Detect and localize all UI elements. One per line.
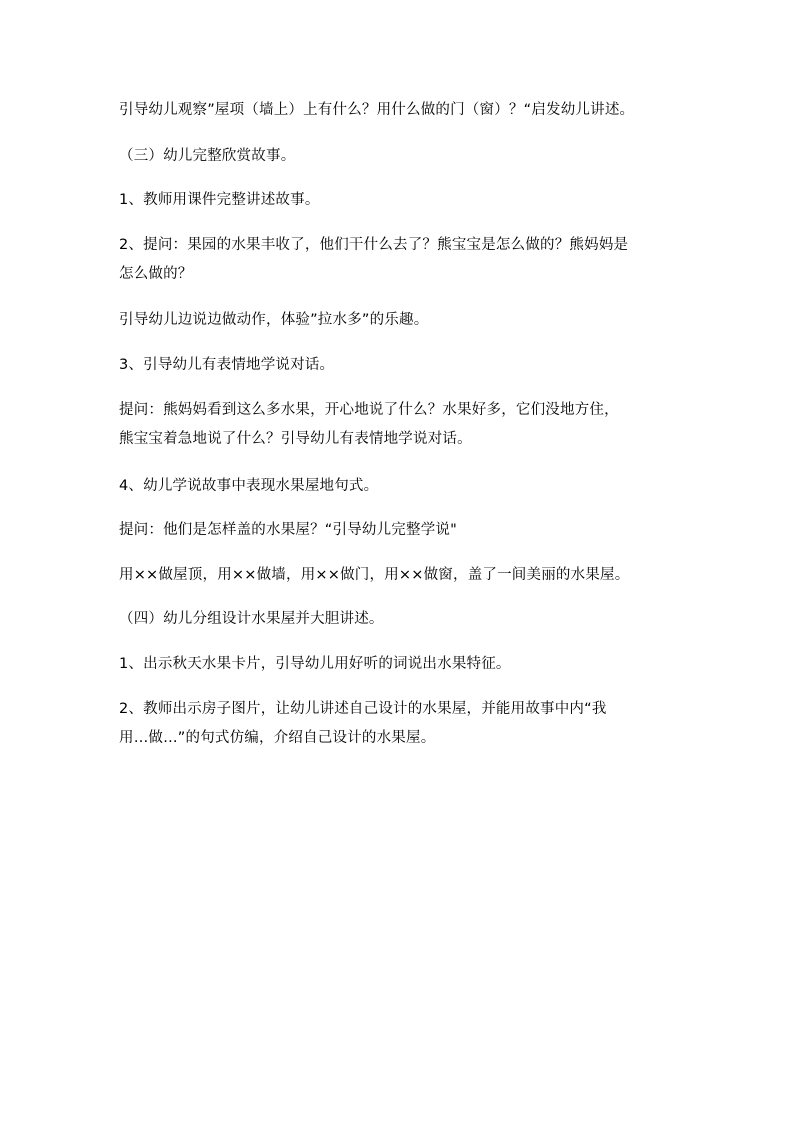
paragraph-step-4: [119, 472, 689, 501]
paragraph-step-1: [119, 186, 689, 215]
text-line: 用××做屋顶，用××做墙，用××做门，用××做窗，盖了一间美丽的水果屋。: [119, 567, 630, 583]
paragraph-step-2: [119, 231, 689, 289]
section-heading-3: [119, 142, 689, 171]
paragraph-question-mother: [119, 396, 689, 454]
paragraph-guide-actions: [119, 306, 689, 335]
section-heading-4: [119, 605, 689, 634]
text-line: 2、教师出示房子图片，让幼儿讲述自己设计的水果屋，并能用故事中内“我: [119, 701, 607, 717]
text-line: 用…做…”的句式仿编，介绍自己设计的水果屋。: [119, 730, 436, 746]
text-line: （三）幼儿完整欣赏故事。: [119, 148, 296, 164]
paragraph-sentence-pattern: [119, 561, 689, 590]
text-line: 1、教师用课件完整讲述故事。: [119, 192, 320, 208]
text-line: 熊宝宝着急地说了什么？引导幼儿有表情地学说对话。: [119, 431, 472, 447]
text-line: 引导幼儿边说边做动作，体验”拉水多”的乐趣。: [119, 312, 429, 328]
text-line: 2、提问：果园的水果丰收了，他们干什么去了？熊宝宝是怎么做的？熊妈妈是: [119, 237, 629, 253]
text-line: 1、出示秋天水果卡片，引导幼儿用好听的词说出水果特征。: [119, 656, 511, 672]
text-line: 怎么做的？: [119, 266, 193, 282]
paragraph-observe-roof: [119, 96, 689, 125]
text-line: 4、幼儿学说故事中表现水果屋地句式。: [119, 478, 379, 494]
text-line: 提问：他们是怎样盖的水果屋？“引导幼儿完整学说": [119, 522, 457, 538]
text-line: 提问：熊妈妈看到这么多水果，开心地说了什么？水果好多，它们没地方住，: [119, 402, 619, 418]
text-line: 引导幼儿观察”屋项（墙上）上有什么？用什么做的门（窗）？“启发幼儿讲述。: [119, 102, 635, 118]
paragraph-group-step-2: [119, 695, 689, 753]
paragraph-step-3: [119, 351, 689, 380]
paragraph-group-step-1: [119, 650, 689, 679]
text-line: 3、引导幼儿有表情地学说对话。: [119, 357, 335, 373]
paragraph-question-build: [119, 516, 689, 545]
text-line: （四）幼儿分组设计水果屋并大胆讲述。: [119, 611, 384, 627]
